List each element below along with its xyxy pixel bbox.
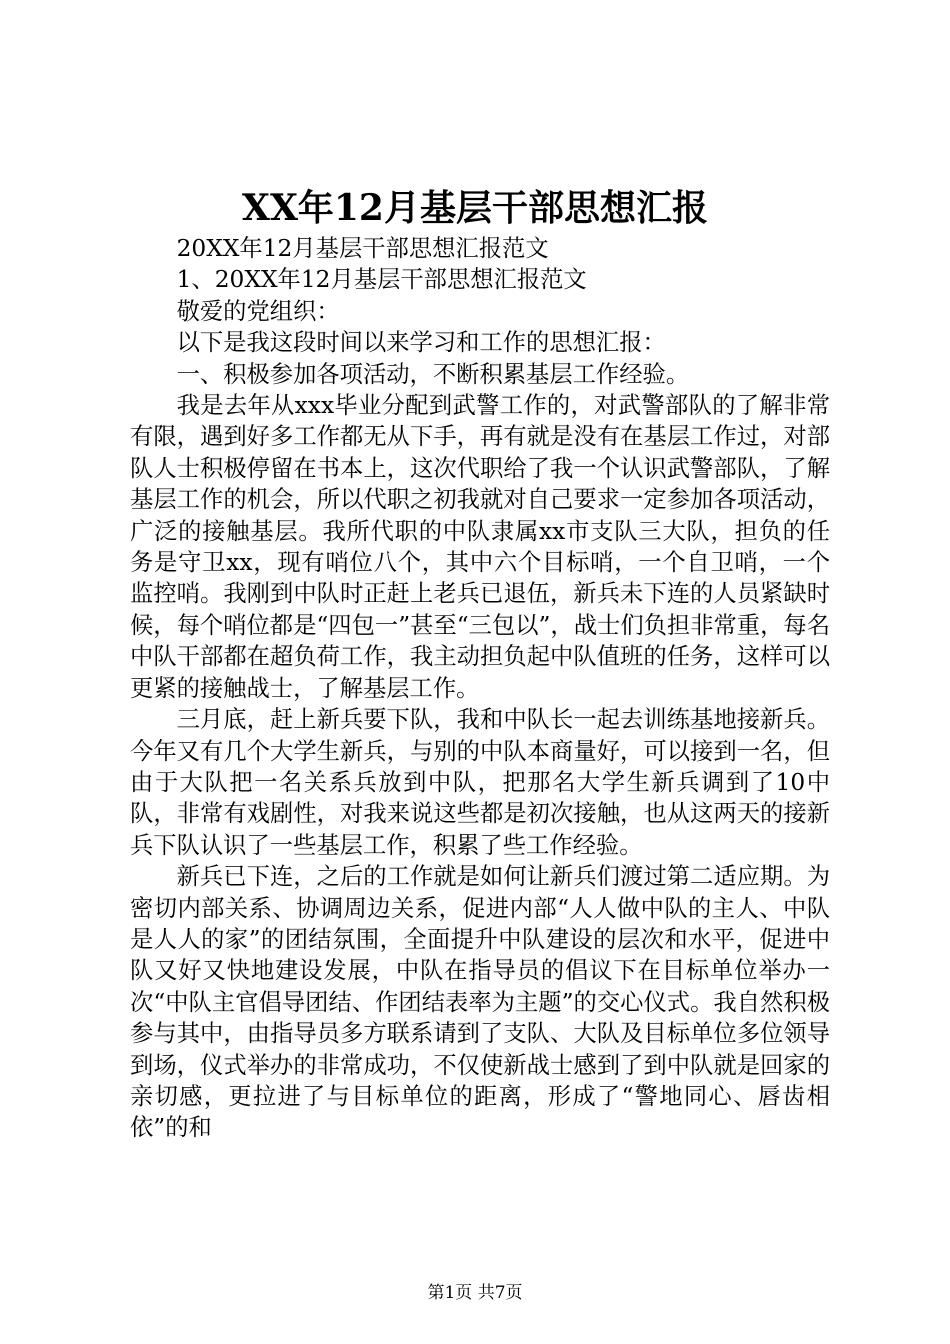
- paragraph-salutation: 敬爱的党组织：: [176, 297, 340, 325]
- paragraph-body-2: 三月底，赶上新兵要下队，我和中队长一起去训练基地接新兵。今年又有几个大学生新兵，与别的中队本商量好，可以接到一名，但由于大队把一名关系兵放到中队，把那名大学生新兵调到了10中队，非常有戏剧性，对我来说这些都是初次接触，也从这两天的接新兵下队认识了一些基层工作，积累了些工作经验。: [130, 706, 830, 859]
- paragraph-body-1: 我是去年从xxx毕业分配到武警工作的，对武警部队的了解非常有限，遇到好多工作都无从下手，再有就是没有在基层工作过，对部队人士积极停留在书本上，这次代职给了我一个认识武警部队，了解基层工作的机会，所以代职之初我就对自己要求一定参加各项活动，广泛的接触基层。我所代职的中队隶属xx市支队三大队，担负的任务是守卫xx，现有哨位八个，其中六个目标哨，一个自卫哨，一个监控哨。我刚到中队时正赶上老兵已退伍，新兵未下连的人员紧缺时候，每个哨位都是“四包一”甚至“三包以”，战士们负担非常重，每名中队干部都在超负荷工作，我主动担负起中队值班的任务，这样可以更紧的接触战士，了解基层工作。: [130, 392, 830, 702]
- document-title: XX年12月基层干部思想汇报: [242, 187, 708, 229]
- paragraph-section-heading: 一、积极参加各项活动，不断积累基层工作经验。: [176, 360, 690, 388]
- page-number-footer: 第1页 共7页: [427, 1283, 523, 1303]
- paragraph-intro: 以下是我这段时间以来学习和工作的思想汇报：: [176, 329, 666, 357]
- paragraph-body-3: 新兵已下连，之后的工作就是如何让新兵们渡过第二适应期。为密切内部关系、协调周边关系，促进内部“人人做中队的主人、中队是人人的家”的团结氛围，全面提升中队建设的层次和水平，促进中队又好又快地建设发展，中队在指导员的倡议下在目标单位举办一次“中队主官倡导团结、作团结表率为主题”的交心仪式。我自然积极参与其中，由指导员多方联系请到了支队、大队及目标单位多位领导到场，仪式举办的非常成功，不仅使新战士感到了到中队就是回家的亲切感，更拉进了与目标单位的距离，形成了“警地同心、唇齿相依”的和: [130, 863, 830, 1142]
- paragraph-subtitle: 20XX年12月基层干部思想汇报范文: [176, 235, 549, 262]
- document-body: [130, 233, 830, 1144]
- paragraph-heading-1: 1、20XX年12月基层干部思想汇报范文: [176, 266, 587, 294]
